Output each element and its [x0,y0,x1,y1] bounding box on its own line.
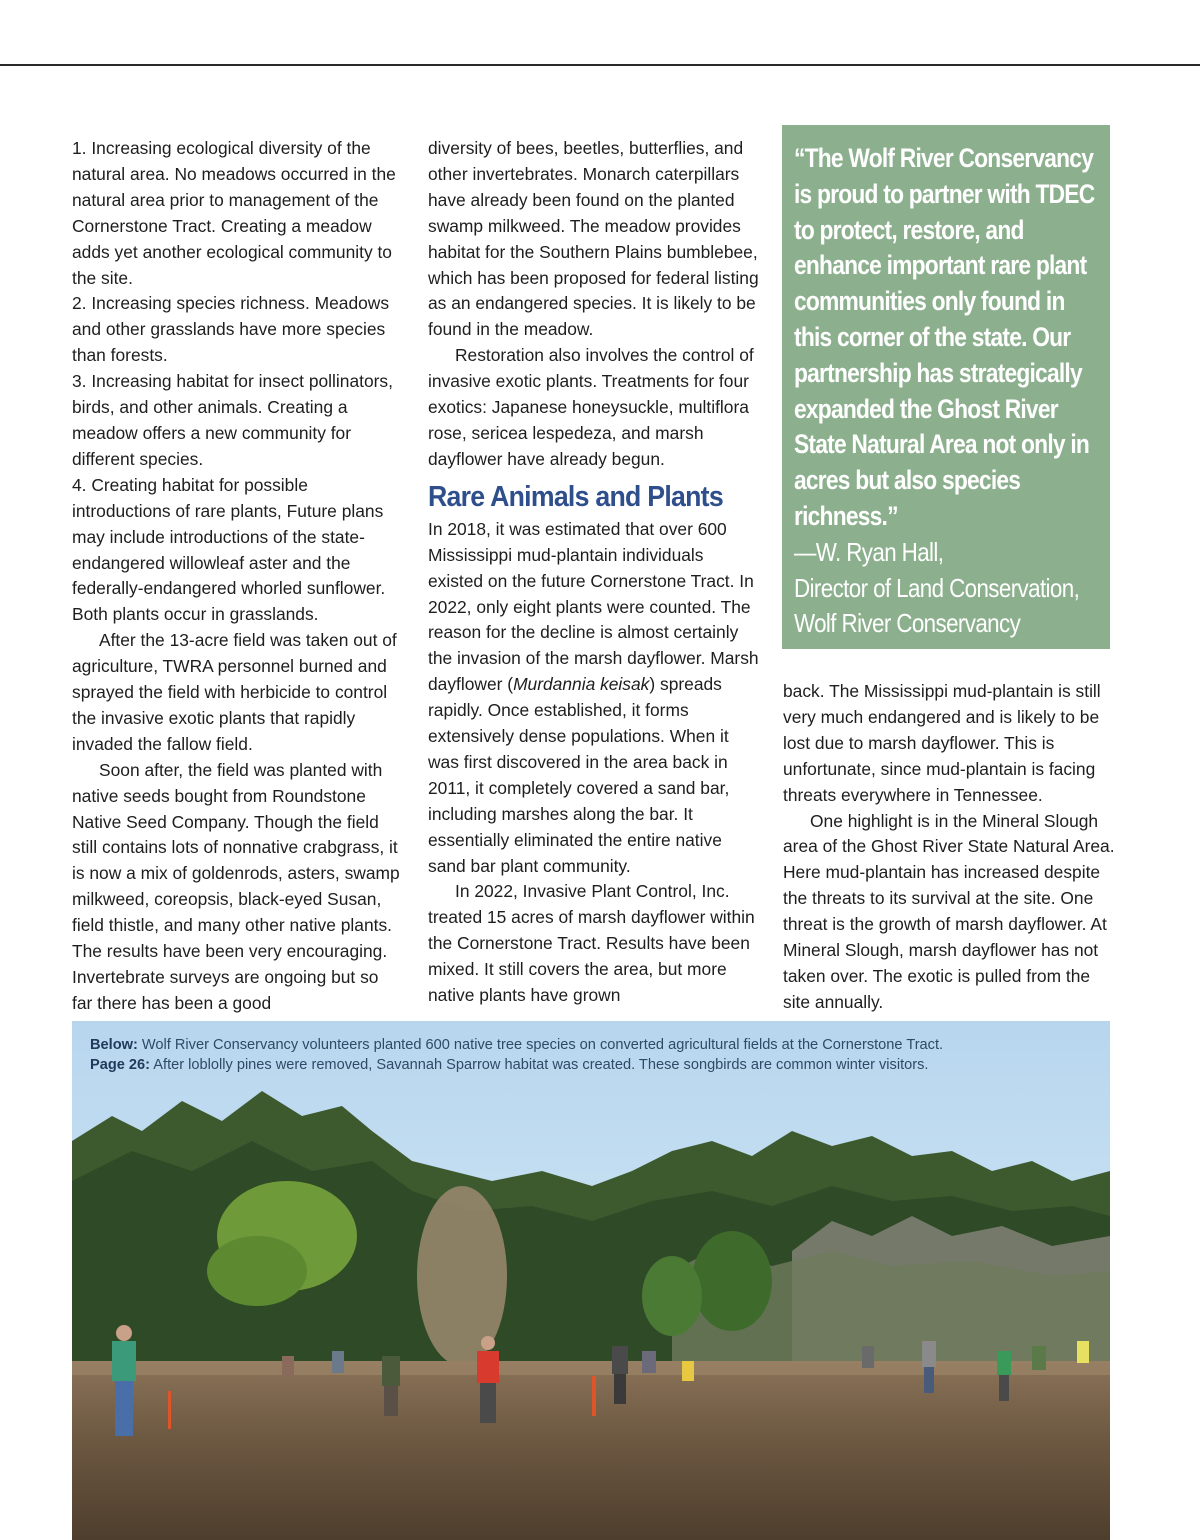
paragraph-planting: Soon after, the field was planted with native seeds bought from Roundstone Native Seed Company. Though the field still contains lots of nonnative crabgrass, it is now a mix of goldenrods, asters, swamp milkweed, coreopsis, black-eyed Susan, field thistle, and many other native plants. The results have been very encouraging. Invertebrate surveys are ongoing but so far there has been a good [72,759,400,1013]
volunteers-photo [72,1021,1110,1540]
pull-quote-text: “The Wolf River Conservancy is proud to partner with TDEC to protect, restore, and enhance important rare plant communities only found in this corner of the state. Our partnership has strategically expanded the Ghost River State Natural Area not only in acres but also species richness.” [794,143,1095,531]
caption-below [90,1035,1100,1055]
mud-plantain-text-end: ) spreads rapidly. Once established, it forms extensively dense populations. When it was first discovered in the area back in 2011, it completely covered a sand bar, including marshes along the bar. It essentially eliminated the entire native sand bar plant community. [428,674,730,876]
paragraph-mineral-slough: One highlight is in the Mineral Slough area of the Ghost River State Natural Area. Here mud-plantain has increased despite the threats to its survival at the site. One threat is the growth of marsh dayflower. At Mineral Slough, marsh dayflower has not taken over. The exotic is pulled from the site annually. [783,810,1115,1012]
paragraph-mud-plantain [428,517,760,880]
text-column-2 [428,136,760,1009]
paragraph-field-burn: After the 13-acre field was taken out of agriculture, TWRA personnel burned and sprayed the field with herbicide to control the invasive exotic plants that rapidly invaded the fallow field. [72,630,397,754]
photo-illustration [72,1021,1110,1540]
photo-caption [90,1035,1100,1075]
species-name-italic: Murdannia keisak [513,674,650,695]
top-rule [0,64,1200,66]
section-heading: Rare Animals and Plants [428,480,723,513]
mud-plantain-text: In 2018, it was estimated that over 600 Mississippi mud-plantain individuals existed on the future Cornerstone Tract. In 2022, only eight plants were counted. The reason for the decline is almost certainly the invasion of the marsh dayflower. Marsh dayflower ( [428,518,759,695]
list-item-3: 3. Increasing habitat for insect pollinators, birds, and other animals. Creating a meadow offers a new community for different species. [72,371,393,469]
list-item-1: 1. Increasing ecological diversity of the natural area. No meadows occurred in the natural area prior to management of the Cornerstone Tract. Creating a meadow adds yet another ecological community to the site. [72,138,396,288]
list-item-2: 2. Increasing species richness. Meadows and other grasslands have more species than forests. [72,293,390,366]
quote-author-title: Director of Land Conservation, [794,572,1080,603]
list-item-4: 4. Creating habitat for possible introductions of rare plants, Future plans may include introductions of the state-endangered willowleaf aster and the federally-endangered whorled sunflower. Both plants occur in grasslands. [72,474,386,625]
quote-author-org: Wolf River Conservancy [794,608,1021,639]
paragraph-endangered: back. The Mississippi mud-plantain is still very much endangered and is likely to be lost due to marsh dayflower. This is unfortunate, since mud-plantain is facing threats everywhere in Tennessee. [783,681,1101,805]
paragraph-treatment: In 2022, Invasive Plant Control, Inc. treated 15 acres of marsh dayflower within the Cornerstone Tract. Results have been mixed. It still covers the area, but more native plants have grown [428,881,755,1006]
text-column-1 [72,136,402,1017]
paragraph-restoration: Restoration also involves the control of invasive exotic plants. Treatments for four exotics: Japanese honeysuckle, multiflora rose, sericea lespedeza, and marsh dayflower have already begun. [428,345,754,469]
caption-below-text: Wolf River Conservancy volunteers planted 600 native tree species on converted agricultural fields at the Cornerstone Tract. [137,1037,944,1053]
pull-quote-box [782,125,1110,649]
caption-below-label: Below: [90,1037,138,1053]
caption-page-text: After loblolly pines were removed, Savannah Sparrow habitat was created. These songbirds are common winter visitors. [150,1057,929,1073]
caption-page-label: Page 26: [90,1057,151,1073]
paragraph-invertebrates: diversity of bees, beetles, butterflies, and other invertebrates. Monarch caterpillars have already been found on the planted swamp milkweed. The meadow provides habitat for the Southern Plains bumblebee, which has been proposed for federal listing as an endangered species. It is likely to be found in the meadow. [428,138,759,340]
quote-author: —W. Ryan Hall, [794,536,944,567]
text-column-3 [783,679,1115,1016]
caption-page [90,1055,1100,1075]
